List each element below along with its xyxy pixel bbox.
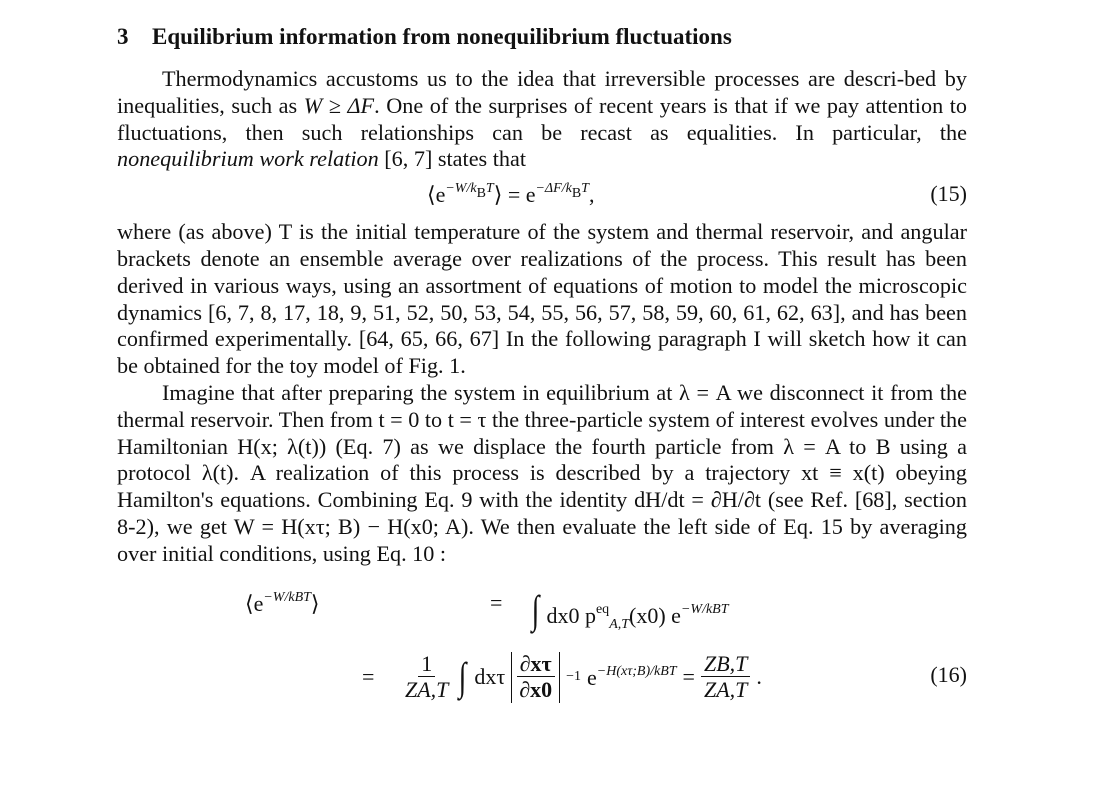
eq16-row1-rhs: ∫ dx0 $p^{eq}_{A,T}(x0)$ $e^{-W/kBT}$ [531, 586, 729, 632]
p1-text-mid: . One of the surprises of recent years is that if we pay attention to fluctuations, then such relationships can be recast as equalities. In particular, the [117, 92, 967, 145]
section-number: 3 [117, 24, 129, 49]
section-heading [117, 24, 967, 50]
integral-sign-2: ∫ [459, 654, 467, 700]
p1-inequality: W ≥ ΔF [303, 92, 375, 118]
equation-15 [117, 173, 967, 219]
p1-text-before: Thermodynamics accustoms us to the idea that irreversible processes are descri-bed by inequalities, such as [117, 66, 967, 118]
p1-text-after: [6, 7] states that [378, 146, 526, 172]
eq16-dx-tau: dxτ [474, 664, 506, 690]
eq16-equals-2: = [362, 663, 375, 689]
p1-emphasis: nonequilibrium work relation [117, 146, 379, 172]
paragraph-2: where (as above) T is the initial temperature of the system and thermal reservoir, and angular brackets denote an ensemble average over realizations of the process. This result has been derived in various ways, using an assortment of equations of motion to model the microscopic dynamics [6, 7, 8, 17, 18, 9, 51, 52, 50, 53, 54, 55, 56, 57, 58, 59, 60, 61, 62, 63], and has been confirmed experimentally. [64, 65, 66, 67] In the following paragraph I will sketch how it can be obtained for the toy model of Fig. 1. [117, 219, 967, 379]
equation-15-body: $⟨e^{-W/k_BT}⟩ = e^{-\Delta F/k_BT}$, [427, 181, 595, 208]
eq16-boltzmann: $e^{-H(x\tau;B)/kBT}$ [587, 663, 677, 690]
eq16-lhs: $⟨e^{-W/kBT}⟩$ [245, 589, 320, 616]
paragraph-3: Imagine that after preparing the system in equilibrium at λ = A we disconnect it from the thermal reservoir. Then from t = 0 to t = τ the three-particle system of interest evolves under the Hamiltonian H(x; λ(t)) (Eq. 7) as we displace the fourth particle from λ = A to B using a protocol λ(t). A realization of this process is described by a trajectory xt ≡ x(t) obeying Hamilton's equations. Combining Eq. 9 with the identity dH/dt = ∂H/∂t (see Ref. [68], section 8-2), we get W = H(xτ; B) − H(x0; A). We then evaluate the left side of Eq. 15 by averaging over initial conditions, using Eq. 10 : [117, 379, 967, 566]
equation-16-number: (16) [930, 661, 967, 687]
eq16-equals-3: = [682, 664, 695, 690]
section-title: Equilibrium information from nonequilibrium fluctuations [152, 24, 732, 49]
integral-sign: ∫ [531, 586, 540, 632]
eq16-row2-rhs: $\frac{1}{ZA,T}$ ∫ dxτ $\frac{\partial x\tau}{\partial x0}$ −1 $e^{-H(x\tau;B)/kBT}$ = $\frac{ZB,T}{ZA,T}$ . [402, 652, 762, 703]
paragraph-1 [117, 66, 967, 173]
frac-1-over-z: $\frac{1}{ZA,T}$ [405, 650, 449, 702]
equation-15-number: (15) [930, 181, 967, 207]
jacobian-power: −1 [566, 669, 582, 685]
partition-ratio: $\frac{ZB,T}{ZA,T}$ [701, 652, 750, 703]
equation-16-row-1 [245, 586, 729, 632]
eq16-equals-1: = [490, 589, 503, 615]
jacobian: $\frac{\partial x\tau}{\partial x0}$ [511, 652, 560, 703]
page [117, 14, 967, 722]
equation-16 [117, 582, 967, 722]
